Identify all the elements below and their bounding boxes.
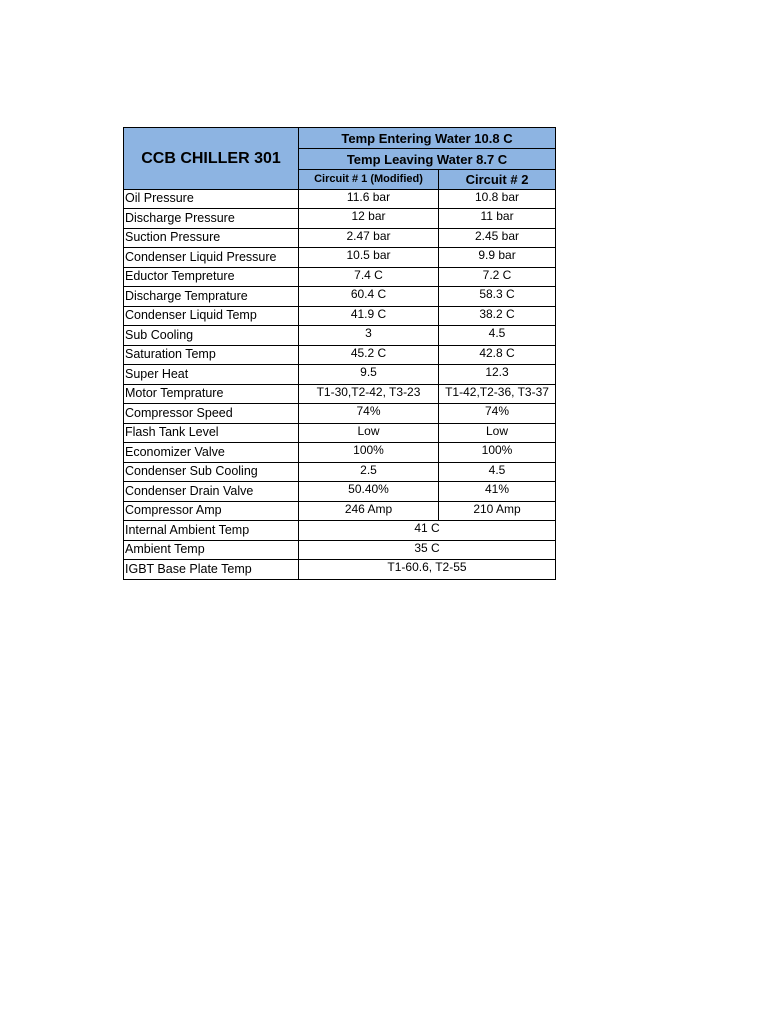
circuit-2-value: 12.3	[439, 365, 556, 385]
chiller-data-sheet	[123, 127, 556, 580]
circuit-1-value: 100%	[299, 443, 439, 463]
row-label: Condenser Liquid Temp	[124, 306, 299, 326]
row-label: Oil Pressure	[124, 189, 299, 209]
circuit-2-value: 210 Amp	[439, 501, 556, 521]
row-label: Eductor Tempreture	[124, 267, 299, 287]
circuit-1-value: 2.47 bar	[299, 228, 439, 248]
table-row	[124, 209, 556, 229]
circuit-1-header: Circuit # 1 (Modified)	[299, 170, 439, 190]
row-label: Discharge Temprature	[124, 287, 299, 307]
circuit-2-value: 2.45 bar	[439, 228, 556, 248]
circuit-1-value: 11.6 bar	[299, 189, 439, 209]
merged-value: 35 C	[299, 540, 556, 560]
circuit-2-value: Low	[439, 423, 556, 443]
header-row-1	[124, 128, 556, 149]
circuit-1-value: 2.5	[299, 462, 439, 482]
sheet-title: CCB CHILLER 301	[124, 128, 299, 190]
circuit-1-value: 41.9 C	[299, 306, 439, 326]
merged-value: 41 C	[299, 521, 556, 541]
row-label: Internal Ambient Temp	[124, 521, 299, 541]
circuit-2-value: 41%	[439, 482, 556, 502]
row-label: Suction Pressure	[124, 228, 299, 248]
temp-entering-water-header: Temp Entering Water 10.8 C	[299, 128, 556, 149]
circuit-1-value: 246 Amp	[299, 501, 439, 521]
row-label: Economizer Valve	[124, 443, 299, 463]
temp-leaving-water-header: Temp Leaving Water 8.7 C	[299, 149, 556, 170]
table-row	[124, 287, 556, 307]
table-row	[124, 189, 556, 209]
circuit-2-value: 4.5	[439, 462, 556, 482]
circuit-2-value: 9.9 bar	[439, 248, 556, 268]
row-label: Condenser Liquid Pressure	[124, 248, 299, 268]
row-label: Super Heat	[124, 365, 299, 385]
row-label: Compressor Speed	[124, 404, 299, 424]
circuit-2-value: 4.5	[439, 326, 556, 346]
row-label: Motor Temprature	[124, 384, 299, 404]
circuit-2-header: Circuit # 2	[439, 170, 556, 190]
table-row	[124, 462, 556, 482]
row-label: Ambient Temp	[124, 540, 299, 560]
table-row	[124, 560, 556, 580]
row-label: Compressor Amp	[124, 501, 299, 521]
circuit-1-value: 50.40%	[299, 482, 439, 502]
chiller-table	[123, 127, 556, 580]
row-label: Condenser Sub Cooling	[124, 462, 299, 482]
table-row	[124, 384, 556, 404]
circuit-2-value: 11 bar	[439, 209, 556, 229]
circuit-2-value: 100%	[439, 443, 556, 463]
circuit-2-value: 58.3 C	[439, 287, 556, 307]
row-label: Discharge Pressure	[124, 209, 299, 229]
table-row	[124, 423, 556, 443]
circuit-2-value: T1-42,T2-36, T3-37	[439, 384, 556, 404]
table-row	[124, 306, 556, 326]
circuit-2-value: 10.8 bar	[439, 189, 556, 209]
table-row	[124, 326, 556, 346]
table-row	[124, 521, 556, 541]
row-label: Flash Tank Level	[124, 423, 299, 443]
row-label: Sub Cooling	[124, 326, 299, 346]
circuit-1-value: 10.5 bar	[299, 248, 439, 268]
table-row	[124, 365, 556, 385]
circuit-2-value: 38.2 C	[439, 306, 556, 326]
table-row	[124, 404, 556, 424]
merged-value: T1-60.6, T2-55	[299, 560, 556, 580]
circuit-2-value: 7.2 C	[439, 267, 556, 287]
table-row	[124, 501, 556, 521]
circuit-2-value: 74%	[439, 404, 556, 424]
circuit-1-value: T1-30,T2-42, T3-23	[299, 384, 439, 404]
table-row	[124, 267, 556, 287]
table-row	[124, 540, 556, 560]
row-label: Condenser Drain Valve	[124, 482, 299, 502]
circuit-1-value: 7.4 C	[299, 267, 439, 287]
circuit-1-value: 3	[299, 326, 439, 346]
circuit-1-value: 12 bar	[299, 209, 439, 229]
table-row	[124, 443, 556, 463]
row-label: IGBT Base Plate Temp	[124, 560, 299, 580]
circuit-1-value: 74%	[299, 404, 439, 424]
circuit-2-value: 42.8 C	[439, 345, 556, 365]
table-row	[124, 248, 556, 268]
table-row	[124, 345, 556, 365]
circuit-1-value: 60.4 C	[299, 287, 439, 307]
circuit-1-value: 9.5	[299, 365, 439, 385]
row-label: Saturation Temp	[124, 345, 299, 365]
table-row	[124, 228, 556, 248]
circuit-1-value: 45.2 C	[299, 345, 439, 365]
circuit-1-value: Low	[299, 423, 439, 443]
table-row	[124, 482, 556, 502]
